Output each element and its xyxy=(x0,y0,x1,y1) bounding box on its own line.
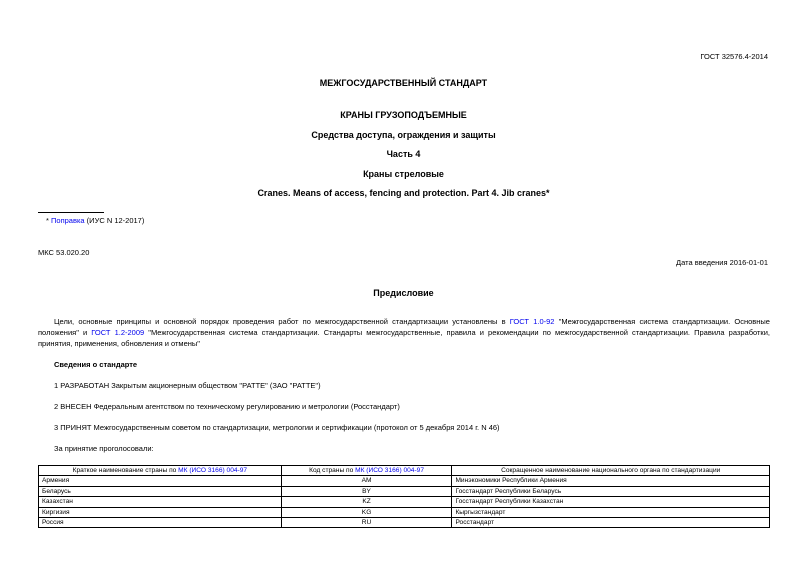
table-row xyxy=(39,518,770,528)
introduction-date: Дата введения 2016-01-01 xyxy=(676,258,768,267)
table-row xyxy=(39,476,770,486)
header-code-text: Код страны по xyxy=(309,467,356,474)
cell-body: Кыргызстандарт xyxy=(452,507,770,517)
table-row xyxy=(39,507,770,517)
header-country-text: Краткое наименование страны по xyxy=(72,467,179,474)
voting-table xyxy=(38,465,770,528)
table-row xyxy=(39,486,770,496)
title-subtitle: Средства доступа, ограждения и защиты xyxy=(311,130,496,140)
header-country xyxy=(39,466,282,476)
header-code xyxy=(281,466,452,476)
standard-type-heading: МЕЖГОСУДАРСТВЕННЫЙ СТАНДАРТ xyxy=(319,78,488,88)
title-main: КРАНЫ ГРУЗОПОДЪЕМНЫЕ xyxy=(340,110,467,120)
cell-country: Армения xyxy=(39,476,282,486)
footnote-star: * xyxy=(46,216,52,225)
footnote-rule xyxy=(38,212,104,213)
cell-body: Минэкономики Республики Армения xyxy=(452,476,770,486)
cell-code: KZ xyxy=(281,497,452,507)
cell-body: Госстандарт Республики Казахстан xyxy=(452,497,770,507)
cell-code: AM xyxy=(281,476,452,486)
mk-iso-3166-code-link[interactable]: МК (ИСО 3166) 004-97 xyxy=(355,467,424,474)
preface-text-3: "Межгосударственная система стандартизации. Стандарты межгосударственные, правила и рекомендации по межгосударственной стандартизации. Правила разработки, принятия, применения, обновления и отмены" xyxy=(38,328,770,348)
about-standard-heading: Сведения о стандарте xyxy=(54,360,138,369)
amendment-link[interactable]: Поправка xyxy=(51,216,85,225)
item-developed: 1 РАЗРАБОТАН Закрытым акционерным обществом "РАТТЕ" (ЗАО "РАТТЕ") xyxy=(54,381,321,390)
cell-code: BY xyxy=(281,486,452,496)
preface-text-1: Цели, основные принципы и основной порядок проведения работ по межгосударственной стандартизации установлены в xyxy=(54,317,510,326)
item-submitted: 2 ВНЕСЕН Федеральным агентством по техническому регулированию и метрологии (Росстандарт) xyxy=(54,402,400,411)
footnote-text: (ИУС N 12-2017) xyxy=(84,216,145,225)
footnote xyxy=(46,216,144,225)
gost-1-0-92-link[interactable]: ГОСТ 1.0-92 xyxy=(509,317,555,326)
cell-country: Киргизия xyxy=(39,507,282,517)
table-header-row xyxy=(39,466,770,476)
mk-iso-3166-link[interactable]: МК (ИСО 3166) 004-97 xyxy=(178,467,248,474)
cell-country: Беларусь xyxy=(39,486,282,496)
document-code: ГОСТ 32576.4-2014 xyxy=(700,52,768,61)
title-part-name: Краны стреловые xyxy=(363,169,444,179)
item-adopted: 3 ПРИНЯТ Межгосударственным советом по стандартизации, метрологии и сертификации (протокол от 5 декабря 2014 г. N 46) xyxy=(54,423,500,432)
cell-code: KG xyxy=(281,507,452,517)
voted-label: За принятие проголосовали: xyxy=(54,444,154,453)
title-english: Cranes. Means of access, fencing and protection. Part 4. Jib cranes* xyxy=(257,188,550,198)
preface-paragraph xyxy=(38,316,770,349)
preface-text-2: "Межгосударственная система стандартизации. Основные положения" и xyxy=(38,317,770,337)
gost-1-2-2009-link[interactable]: ГОСТ 1.2-2009 xyxy=(91,328,145,337)
title-part: Часть 4 xyxy=(386,149,421,159)
preface-heading: Предисловие xyxy=(373,288,434,298)
header-body: Сокращенное наименование национального органа по стандартизации xyxy=(452,466,770,476)
mks-code: МКС 53.020.20 xyxy=(38,248,90,257)
table-row xyxy=(39,497,770,507)
cell-country: Казахстан xyxy=(39,497,282,507)
cell-body: Госстандарт Республики Беларусь xyxy=(452,486,770,496)
cell-body: Росстандарт xyxy=(452,518,770,528)
cell-code: RU xyxy=(281,518,452,528)
cell-country: Россия xyxy=(39,518,282,528)
